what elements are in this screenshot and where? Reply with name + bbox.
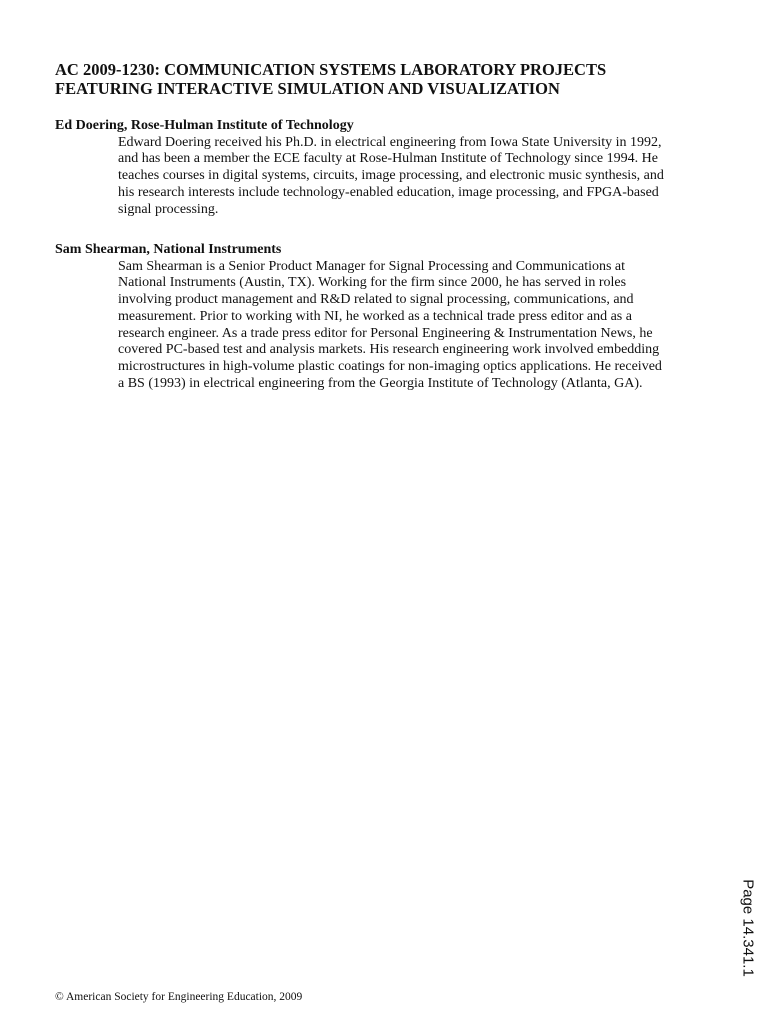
page-number: Page 14.341.1: [739, 879, 757, 977]
bio-line: research engineer. As a trade press editor for Personal Engineering & Instrumentation News, he: [118, 325, 653, 341]
author-heading: Ed Doering, Rose-Hulman Institute of Technology: [55, 118, 354, 133]
paper-title-line: FEATURING INTERACTIVE SIMULATION AND VISUALIZATION: [55, 79, 560, 98]
footer-copyright: © American Society for Engineering Education, 2009: [55, 991, 303, 1003]
author-bio: [118, 135, 735, 219]
bio-line: a BS (1993) in electrical engineering from the Georgia Institute of Technology (Atlanta, GA).: [118, 376, 643, 392]
bio-line: involving product management and R&D related to signal processing, communications, and: [118, 292, 634, 308]
bio-line: Sam Shearman is a Senior Product Manager for Signal Processing and Communications at: [118, 258, 626, 274]
bio-line: covered PC-based test and analysis markets. His research engineering work involved embedding: [118, 342, 660, 358]
bio-line: and has been a member the ECE faculty at Rose-Hulman Institute of Technology since 1994. He: [118, 151, 658, 167]
author-bio: [118, 259, 735, 393]
author-section-shearman: [55, 242, 735, 393]
paper-title: [55, 60, 735, 98]
bio-line: measurement. Prior to working with NI, he worked as a technical trade press editor and as a: [118, 308, 632, 324]
bio-line: Edward Doering received his Ph.D. in electrical engineering from Iowa State University in 1992,: [118, 134, 662, 150]
bio-line: his research interests include technology-enabled education, image processing, and FPGA-based: [118, 184, 659, 200]
bio-line: teaches courses in digital systems, circuits, image processing, and electronic music synthesis, and: [118, 168, 664, 184]
paper-title-line: AC 2009-1230: COMMUNICATION SYSTEMS LABORATORY PROJECTS: [55, 60, 607, 79]
bio-line: National Instruments (Austin, TX). Working for the firm since 2000, he has served in roles: [118, 275, 627, 291]
bio-line: signal processing.: [118, 201, 219, 217]
bio-line: microstructures in high-volume plastic coatings for non-imaging optics applications. He received: [118, 359, 662, 375]
author-heading: Sam Shearman, National Instruments: [55, 242, 282, 257]
author-section-doering: [55, 118, 735, 218]
